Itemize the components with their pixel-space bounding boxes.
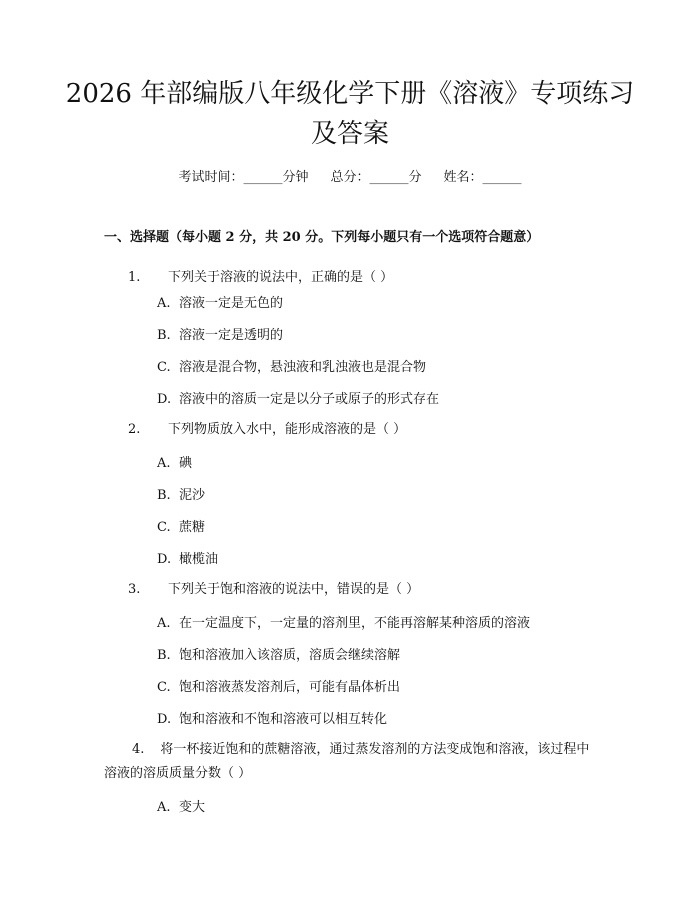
option-text: 饱和溶液加入该溶质，溶质会继续溶解 — [179, 648, 401, 663]
question-number: 4. — [132, 742, 145, 757]
question-text: 下列关于溶液的说法中，正确的是（ ） — [168, 270, 394, 285]
option-text: 溶液中的溶质一定是以分子或原子的形式存在 — [179, 392, 440, 407]
question-2 — [104, 418, 600, 442]
question-1 — [104, 266, 600, 290]
document-title: 2026 年部编版八年级化学下册《溶液》专项练习及答案 — [65, 79, 635, 149]
option-letter: D. — [157, 552, 172, 567]
question-text: 将一杯接近饱和的蔗糖溶液，通过蒸发溶剂的方法变成饱和溶液，该过程中溶液的溶质质量分数（ ） — [104, 742, 590, 781]
question-3 — [104, 578, 600, 602]
question-text: 下列关于饱和溶液的说法中，错误的是（ ） — [168, 582, 420, 597]
option-letter: A. — [157, 800, 171, 815]
option-text: 橄榄油 — [179, 552, 219, 567]
option-text: 碘 — [179, 456, 193, 471]
option-1d — [157, 391, 439, 409]
option-text: 在一定温度下，一定量的溶剂里，不能再溶解某种溶质的溶液 — [179, 616, 531, 631]
option-letter: A. — [157, 296, 171, 311]
option-text: 溶液一定是透明的 — [179, 328, 284, 343]
option-text: 饱和溶液和不饱和溶液可以相互转化 — [179, 712, 388, 727]
option-1c — [157, 359, 426, 377]
option-letter: A. — [157, 616, 171, 631]
section-heading: 一、选择题（每小题 2 分，共 20 分。下列每小题只有一个选项符合题意） — [104, 230, 540, 245]
total-score-label: 总分：______分 — [330, 170, 422, 185]
option-text: 溶液是混合物，悬浊液和乳浊液也是混合物 — [179, 360, 427, 375]
option-2a — [157, 455, 192, 473]
exam-time-label: 考试时间：______分钟 — [178, 170, 309, 185]
question-text: 下列物质放入水中，能形成溶液的是（ ） — [168, 422, 407, 437]
option-text: 饱和溶液蒸发溶剂后，可能有晶体析出 — [179, 680, 401, 695]
option-letter: C. — [157, 680, 171, 695]
option-letter: B. — [157, 648, 171, 663]
option-letter: B. — [157, 488, 171, 503]
option-text: 泥沙 — [179, 488, 206, 503]
option-1a — [157, 295, 283, 313]
option-2d — [157, 551, 218, 569]
option-text: 变大 — [179, 800, 206, 815]
question-number: 2. — [128, 422, 141, 437]
question-number: 1. — [128, 270, 141, 285]
option-3c — [157, 679, 400, 697]
option-3b — [157, 647, 400, 665]
question-4 — [104, 738, 600, 786]
option-3d — [157, 711, 387, 729]
option-letter: B. — [157, 328, 171, 343]
option-2b — [157, 487, 205, 505]
option-2c — [157, 519, 205, 537]
student-name-label: 姓名：______ — [443, 170, 522, 185]
option-text: 蔗糖 — [179, 520, 206, 535]
exam-info — [0, 169, 700, 187]
option-letter: D. — [157, 712, 172, 727]
option-1b — [157, 327, 283, 345]
option-letter: A. — [157, 456, 171, 471]
question-number: 3. — [128, 582, 141, 597]
option-text: 溶液一定是无色的 — [179, 296, 284, 311]
option-3a — [157, 615, 530, 633]
option-letter: C. — [157, 360, 171, 375]
option-letter: C. — [157, 520, 171, 535]
option-letter: D. — [157, 392, 172, 407]
option-4a — [157, 799, 205, 817]
